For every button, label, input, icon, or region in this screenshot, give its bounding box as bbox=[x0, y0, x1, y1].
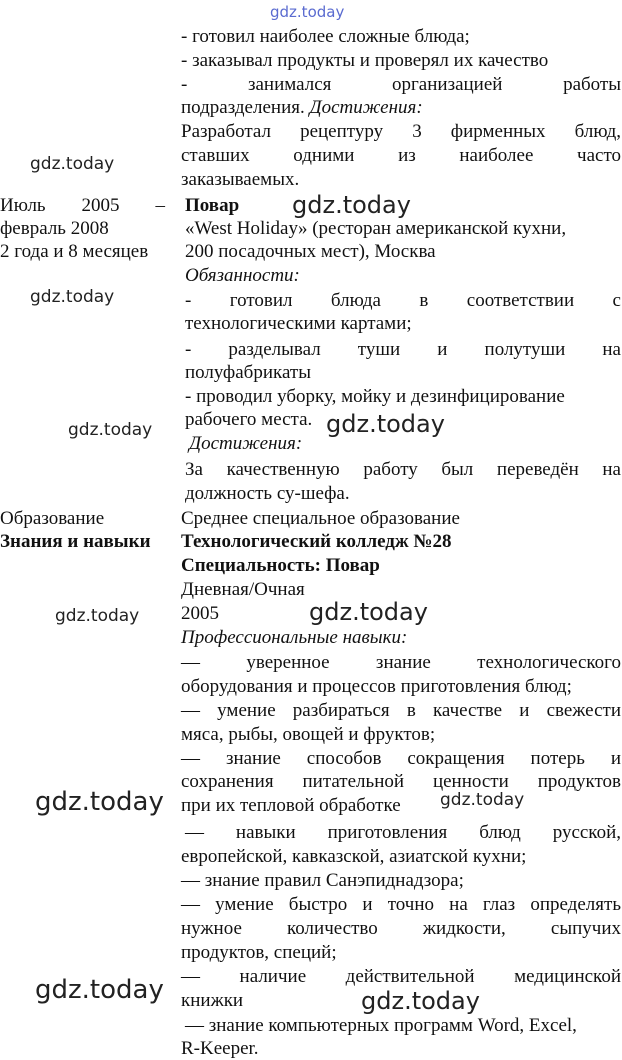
study-form: Дневная/Очная bbox=[181, 579, 305, 600]
watermark-logo: gdz.today bbox=[361, 987, 480, 1015]
skill-line: R-Keeper. bbox=[181, 1038, 259, 1059]
achievement-line: За качественную работу был переведён на bbox=[185, 459, 621, 480]
period-start: Июль 2005 – bbox=[0, 195, 165, 216]
achievements-label: Достижения: bbox=[189, 433, 303, 454]
watermark-logo: gdz.today bbox=[326, 410, 445, 438]
achievement-line: должность су-шефа. bbox=[185, 483, 350, 504]
skill-line: оборудования и процессов приготовления блюд; bbox=[181, 676, 572, 697]
watermark-logo: gdz.today bbox=[270, 3, 345, 21]
achievement-line: Разработал рецептуру 3 фирменных блюд, bbox=[181, 121, 621, 142]
company-line: «West Holiday» (ресторан американской кухни, bbox=[185, 218, 567, 239]
duty-line: - готовил блюда в соответствии с bbox=[185, 290, 621, 311]
skill-line: при их тепловой обработке bbox=[181, 795, 401, 816]
watermark-logo: gdz.today bbox=[30, 287, 115, 307]
specialty: Специальность: Повар bbox=[181, 555, 380, 576]
duty-line: - заказывал продукты и проверял их качество bbox=[181, 50, 549, 71]
skill-line: — наличие действительной медицинской bbox=[181, 966, 621, 987]
duty-line: рабочего места. bbox=[185, 409, 313, 430]
watermark-logo: gdz.today bbox=[35, 975, 164, 1005]
duty-line: - проводил уборку, мойку и дезинфицирование bbox=[185, 386, 565, 407]
section-skills-label: Знания и навыки bbox=[0, 531, 151, 552]
graduation-year: 2005 bbox=[181, 603, 219, 624]
duties-label: Обязанности: bbox=[185, 265, 300, 286]
duty-line: - готовил наиболее сложные блюда; bbox=[181, 26, 470, 47]
skill-line: европейской, кавказской, азиатской кухни; bbox=[181, 846, 527, 867]
watermark-logo: gdz.today bbox=[292, 191, 411, 219]
achievements-label: Достижения: bbox=[309, 97, 423, 118]
skill-line: нужное количество жидкости, сыпучих bbox=[181, 918, 621, 939]
company-line: 200 посадочных мест), Москва bbox=[185, 241, 436, 262]
period-duration: 2 года и 8 месяцев bbox=[0, 241, 149, 262]
skill-line: — навыки приготовления блюд русской, bbox=[185, 822, 621, 843]
skill-line: книжки bbox=[181, 990, 244, 1011]
duty-text: подразделения. bbox=[181, 97, 305, 118]
skill-line: — знание компьютерных программ Word, Excel, bbox=[185, 1015, 577, 1036]
duty-line bbox=[181, 97, 423, 119]
period-end: февраль 2008 bbox=[0, 218, 109, 239]
duty-line: технологическими картами; bbox=[185, 313, 412, 334]
section-education-label: Образование bbox=[0, 508, 105, 529]
duty-line: - занимался организацией работы bbox=[181, 74, 621, 95]
job-title: Повар bbox=[185, 195, 240, 216]
watermark-logo: gdz.today bbox=[309, 598, 428, 626]
watermark-logo: gdz.today bbox=[68, 420, 153, 440]
skill-line: — умение быстро и точно на глаз определять bbox=[181, 894, 621, 915]
watermark-logo: gdz.today bbox=[55, 606, 140, 626]
watermark-logo: gdz.today bbox=[30, 154, 115, 174]
skill-line: — умение разбираться в качестве и свежести bbox=[181, 700, 621, 721]
skills-label: Профессиональные навыки: bbox=[181, 627, 408, 648]
achievement-line: заказываемых. bbox=[181, 169, 300, 190]
skill-line: — уверенное знание технологического bbox=[181, 652, 621, 673]
college-name: Технологический колледж №28 bbox=[181, 531, 452, 552]
skill-line: мяса, рыбы, овощей и фруктов; bbox=[181, 724, 436, 745]
skill-line: — знание способов сокращения потерь и bbox=[181, 748, 621, 769]
duty-line: - разделывал туши и полутуши на bbox=[185, 339, 621, 360]
watermark-logo: gdz.today bbox=[35, 787, 164, 817]
duty-line: полуфабрикаты bbox=[185, 362, 311, 383]
skill-line: — знание правил Санэпиднадзора; bbox=[181, 870, 464, 891]
skill-line: продуктов, специй; bbox=[181, 942, 337, 963]
watermark-logo: gdz.today bbox=[440, 790, 525, 810]
skill-line: сохранения питательной ценности продуктов bbox=[181, 771, 621, 792]
achievement-line: ставших одними из наиболее часто bbox=[181, 145, 621, 166]
education-level: Среднее специальное образование bbox=[181, 508, 460, 529]
